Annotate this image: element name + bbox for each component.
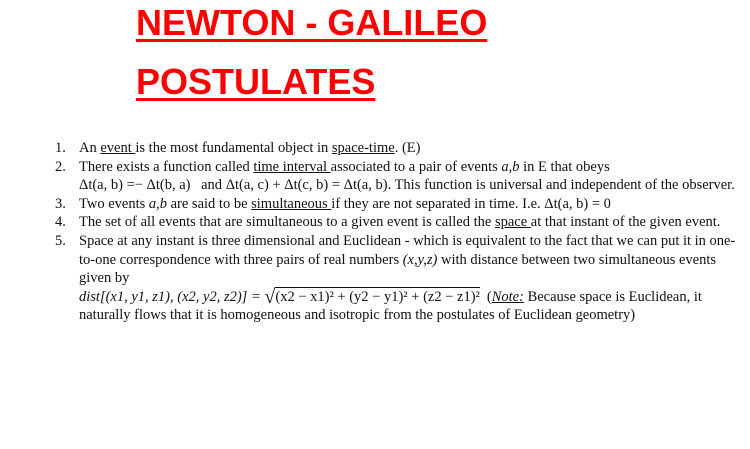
equation-antisymmetry: Δt(a, b) =− Δt(b, a)	[79, 177, 191, 194]
postulate-text: are said to be	[166, 195, 252, 212]
postulate-text: and	[197, 177, 226, 194]
term-simultaneous: simultaneous	[251, 195, 332, 212]
postulate-number: 2.	[55, 158, 66, 175]
postulate-text: . This function is universal and independent of the observer.	[387, 177, 735, 194]
postulate-item-2	[0, 158, 750, 195]
postulate-text: There exists a function called	[79, 158, 254, 175]
postulate-text: is the most fundamental object in	[135, 140, 332, 156]
term-space-time: space-time	[331, 140, 395, 156]
postulate-number: 4.	[55, 214, 66, 231]
postulate-text: Space at any instant is three dimensional and Euclidean - which is equivalent to the fact that we can put it in one-to-one correspondence with three pairs of real numbers	[79, 232, 736, 268]
postulate-text: Two events	[79, 195, 149, 212]
postulate-item-1	[0, 139, 750, 158]
postulate-text: The set of all events that are simultaneous to a given event is called the	[79, 214, 495, 231]
postulate-text: associated to a pair of events	[330, 158, 502, 175]
square-root-icon: √	[264, 285, 276, 308]
equation-additivity: Δt(a, c) + Δt(c, b) = Δt(a, b)	[225, 177, 388, 194]
postulate-text: if they are not separated in time. I.e.	[331, 195, 545, 212]
variable-xyz: (x,y,z)	[402, 251, 438, 268]
postulate-text: . (E)	[394, 140, 421, 156]
postulate-number: 3.	[55, 195, 66, 212]
distance-formula-lhs: dist[(x1, y1, z1), (x2, y2, z2)] =	[79, 288, 265, 305]
term-space: space	[494, 214, 531, 231]
postulate-item-3	[0, 195, 750, 214]
term-time-interval: time interval	[253, 158, 331, 175]
title-line-2: POSTULATES	[136, 61, 376, 102]
postulate-text: Because space is Euclidean, it naturally flows that it is homogeneous and isotropic from the postulates of Euclidean geometry)	[79, 288, 702, 324]
postulate-list	[0, 139, 750, 325]
postulate-number: 5.	[55, 232, 66, 249]
note-label: Note:	[491, 288, 524, 305]
postulate-text: An	[79, 140, 101, 156]
variable-ab: a,b	[501, 158, 520, 175]
distance-formula-radicand: (x2 − x1)² + (y2 − y1)² + (z2 − z1)²	[275, 288, 480, 305]
title-line-1: NEWTON - GALILEO	[136, 2, 488, 43]
postulate-item-4	[0, 213, 750, 232]
postulate-text: at that instant of the given event.	[530, 214, 721, 231]
postulate-text: in E that obeys	[519, 158, 610, 175]
postulate-text: with distance between two simultaneous events given by	[79, 251, 717, 287]
postulate-number: 1.	[55, 140, 66, 156]
equation-zero-interval: Δt(a, b) = 0	[544, 195, 611, 212]
postulate-item-5	[0, 232, 750, 325]
term-event: event	[100, 140, 136, 156]
distance-formula-root	[264, 285, 480, 308]
variable-ab: a,b	[148, 195, 167, 212]
note-open-paren: (	[486, 288, 492, 305]
